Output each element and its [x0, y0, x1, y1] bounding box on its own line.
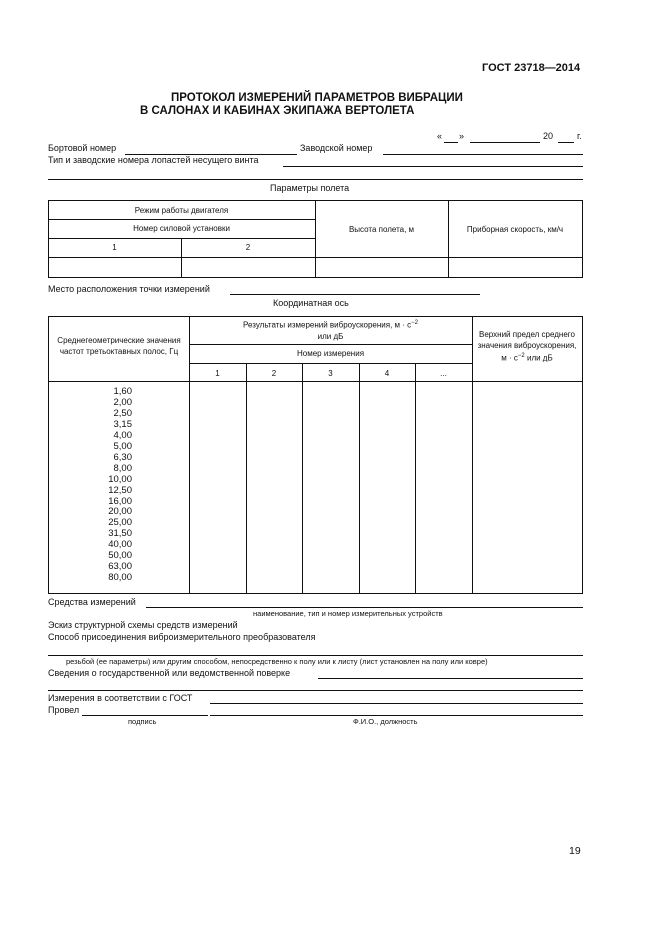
- factory-number-field[interactable]: [383, 154, 583, 155]
- frequency-value: 80,00: [108, 572, 132, 584]
- frequency-value: 25,00: [108, 517, 132, 529]
- measure-point-label: Место расположения точки измерений: [48, 284, 210, 294]
- attach-method-hint: резьбой (ее параметры) или другим способом, непосредственно к полу или к листу (лист установлен на полу или ковре): [66, 657, 488, 666]
- instruments-hint: наименование, тип и номер измерительных устройств: [253, 609, 443, 618]
- sketch-label: Эскиз структурной схемы средств измерений: [48, 620, 238, 630]
- frequency-value: 50,00: [108, 550, 132, 562]
- frequency-value: 1,60: [113, 386, 132, 397]
- name-position-field[interactable]: [210, 715, 583, 716]
- frequency-value: 63,00: [108, 561, 132, 573]
- measure-col-2: 2: [271, 369, 277, 378]
- measure-col-3: 3: [328, 369, 333, 378]
- instruments-label: Средства измерений: [48, 597, 136, 607]
- plant-2-value-cell[interactable]: [182, 258, 314, 277]
- frequency-value: 8,00: [113, 462, 132, 474]
- title-line-2: В САЛОНАХ И КАБИНАХ ЭКИПАЖА ВЕРТОЛЕТА: [140, 105, 415, 117]
- power-plant-header: Номер силовой установки: [133, 224, 230, 233]
- speed-header: Приборная скорость, км/ч: [466, 225, 564, 234]
- power-plant-col-1: 1: [112, 243, 117, 252]
- frequency-value: 3,15: [113, 418, 132, 430]
- verification-field-2[interactable]: [48, 690, 583, 691]
- factory-number-label: Заводской номер: [300, 143, 373, 153]
- blade-type-field[interactable]: [283, 166, 583, 167]
- attach-method-field[interactable]: [48, 655, 583, 656]
- engine-mode-header: Режим работы двигателя: [134, 206, 229, 215]
- verification-field[interactable]: [318, 678, 583, 679]
- vibration-table-caption: Координатная ось: [273, 298, 349, 308]
- board-number-label: Бортовой номер: [48, 143, 117, 153]
- frequency-value: 2,50: [113, 407, 132, 419]
- attach-method-label: Способ присоединения виброизмерительного преобразователя: [48, 632, 316, 642]
- instruments-field[interactable]: [146, 607, 583, 608]
- title-line-1: ПРОТОКОЛ ИЗМЕРЕНИЙ ПАРАМЕТРОВ ВИБРАЦИИ: [171, 92, 463, 104]
- altitude-value-cell[interactable]: [316, 258, 447, 277]
- limit-header: Верхний предел среднего значения виброускорения, $м \cdot с^{-2}$ или дБ: [477, 330, 577, 363]
- frequency-value: 31,50: [108, 528, 132, 540]
- measure-point-field[interactable]: [230, 294, 480, 295]
- frequency-value: 10,00: [108, 473, 132, 485]
- measure-col-more: ...: [440, 369, 447, 378]
- blade-type-label: Тип и заводские номера лопастей несущего винта: [48, 155, 259, 165]
- plant-1-value-cell[interactable]: [49, 258, 180, 277]
- frequency-value: 6,30: [113, 451, 132, 463]
- blade-type-field-2[interactable]: [48, 179, 583, 180]
- verification-label: Сведения о государственной или ведомственной поверке: [48, 668, 291, 678]
- frequency-value: 20,00: [108, 506, 132, 518]
- signature-hint: подпись: [128, 717, 157, 726]
- results-header-or: или дБ: [317, 332, 344, 341]
- gost-measure-label: Измерения в соответствии с ГОСТ: [48, 693, 193, 703]
- flight-table-caption: Параметры полета: [270, 183, 350, 193]
- freq-header: Среднегеометрические значения частот третьоктавных полос, Гц: [57, 336, 181, 356]
- results-header: Результаты измерений виброускорения, $м \cdot с^{-2}$: [243, 320, 418, 330]
- signature-field[interactable]: [82, 715, 208, 716]
- measure-col-1: 1: [215, 369, 220, 378]
- frequency-value: 5,00: [113, 440, 132, 452]
- gost-measure-field[interactable]: [210, 703, 583, 704]
- measure-col-4: 4: [384, 369, 390, 378]
- conducted-label: Провел: [48, 705, 80, 715]
- frequency-value: 16,00: [108, 495, 132, 507]
- measure-number-header: Номер измерения: [296, 349, 365, 358]
- power-plant-col-2: 2: [245, 243, 251, 252]
- frequency-value: 40,00: [108, 539, 132, 551]
- speed-value-cell[interactable]: [449, 258, 581, 277]
- name-position-hint: Ф.И.О., должность: [353, 717, 418, 726]
- standard-number: ГОСТ 23718—2014: [482, 62, 581, 74]
- frequency-value: 4,00: [113, 429, 132, 441]
- frequency-value: 2,00: [113, 396, 132, 408]
- altitude-header: Высота полета, м: [348, 225, 415, 234]
- frequency-value: 12,50: [108, 484, 132, 496]
- page-number: 19: [569, 845, 581, 857]
